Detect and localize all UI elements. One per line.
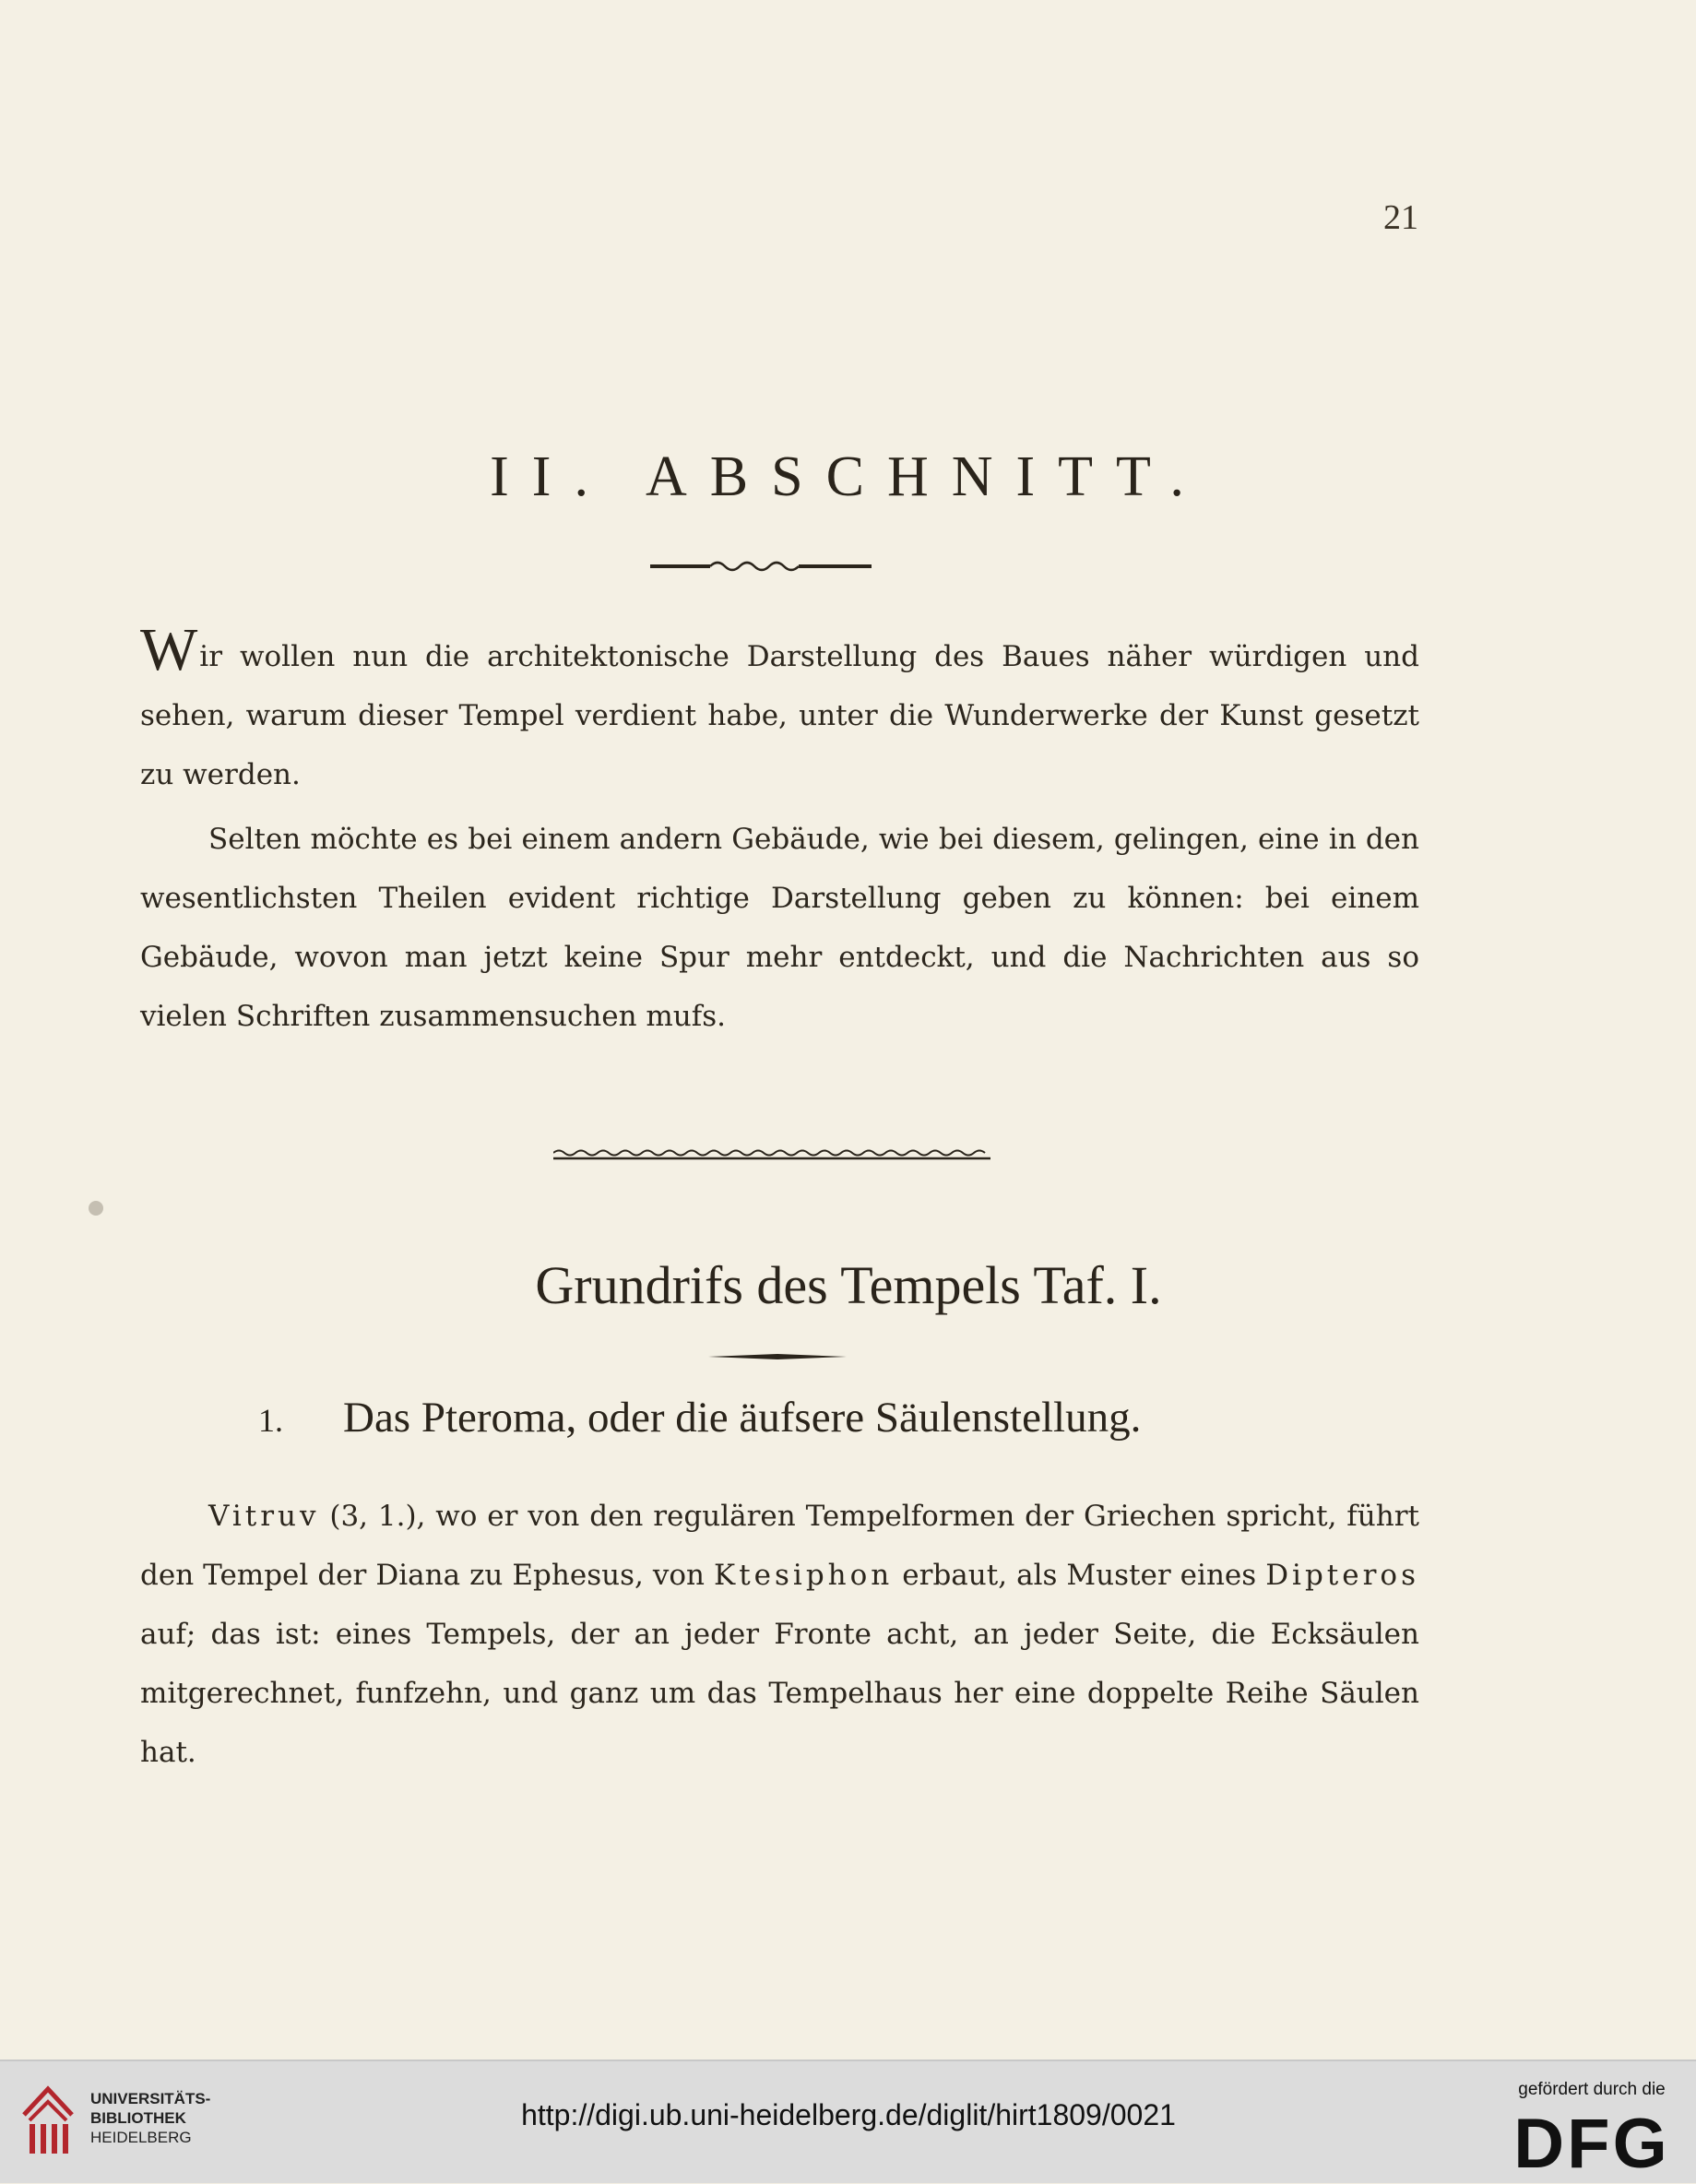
name-ktesiphon: Ktesiphon	[714, 1559, 894, 1592]
body-text-3: auf; das ist: eines Tempels, der an jeder Fronte acht, an jeder Seite, die Ecksäulen mitgerechnet, funfzehn, und ganz um das Tempelhaus her eine doppelte Reihe Säulen hat.	[140, 1618, 1419, 1769]
author-name-vitruv: Vitruv	[208, 1500, 320, 1533]
library-name-line-1: UNIVERSITÄTS-	[90, 2090, 211, 2107]
wavy-rule	[553, 1147, 990, 1162]
body-text-2: erbaut, als Muster eines	[893, 1559, 1266, 1592]
library-name	[90, 2089, 210, 2147]
intro-paragraph-1	[140, 616, 1419, 804]
ornamental-rule-top	[650, 557, 872, 576]
footer-bar	[0, 2059, 1696, 2183]
short-rule	[708, 1352, 847, 1361]
paper-blemish	[89, 1201, 103, 1216]
drop-cap: W	[140, 616, 198, 683]
term-dipteros: Dipteros	[1265, 1559, 1419, 1592]
body-text-1: (3, 1.), wo er von den regulären Tempelformen der Griechen spricht, führt den Tempel der Diana zu Ephesus, von	[140, 1500, 1419, 1592]
body-paragraph	[140, 1487, 1419, 1782]
intro-paragraph-2: Selten möchte es bei einem andern Gebäude, wie bei diesem, gelingen, eine in den wesentlichsten Theilen evident richtige Darstellung geben zu können: bei einem Gebäude, wovon man jetzt keine Spur mehr entdeckt, und die Nachrichten aus so vielen Schriften zusammensuchen mufs.	[140, 823, 1419, 1033]
heading-number: 1.	[258, 1402, 283, 1439]
ub-heidelberg-logo-icon[interactable]	[17, 2078, 79, 2161]
dfg-logo-icon[interactable]: DFG	[1513, 2105, 1670, 2183]
intro-paragraph-1-text: ir wollen nun die architektonische Darstellung des Baues näher würdigen und sehen, warum dieser Tempel verdient habe, unter die Wunderwerke der Kunst gesetzt zu werden.	[140, 640, 1419, 791]
library-name-line-3: HEIDELBERG	[90, 2129, 192, 2146]
library-name-line-2: BIBLIOTHEK	[90, 2109, 186, 2127]
permalink-url[interactable]: http://digi.ub.uni-heidelberg.de/diglit/hirt1809/0021	[521, 2098, 1176, 2131]
section-heading: II. ABSCHNITT.	[490, 445, 1207, 508]
page-number: 21	[1383, 198, 1418, 237]
numbered-heading	[258, 1393, 1420, 1442]
subsection-heading: Grundrifs des Tempels Taf. I.	[535, 1255, 1162, 1315]
heading-text: Das Pteroma, oder die äufsere Säulenstellung.	[343, 1394, 1142, 1442]
funding-label: gefördert durch die	[1518, 2080, 1666, 2099]
